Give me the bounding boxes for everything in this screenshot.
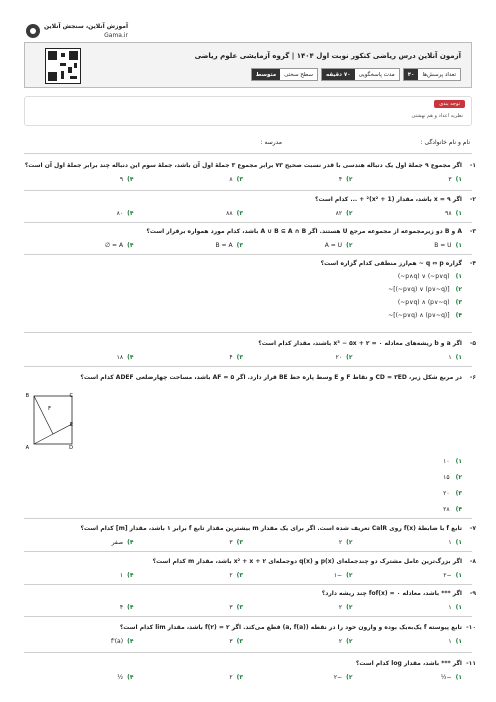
options-row (24, 638, 462, 645)
question-text: تابع پیوسته f یک‌به‌یک بوده و وارون خود را در نقطه (a, f(a)) قطع می‌کند. اگر f(۲) = ۲ باشد، مقدار lim کدام است؟ (119, 624, 462, 631)
question-count: ۴۰ (404, 69, 419, 80)
options-row (24, 674, 462, 681)
option-1[interactable]: ۱) −۲ (443, 572, 462, 579)
site-name: آموزش آنلاین، سنجش آنلاین (44, 23, 129, 30)
option-1[interactable]: ۱) ۹۸ (445, 210, 462, 217)
exam-info-box (24, 42, 472, 88)
student-info (24, 136, 472, 150)
question-number: ۱- (469, 162, 476, 169)
divider (24, 518, 472, 519)
question-number: ۳- (469, 228, 476, 235)
question-number: ۱۱- (466, 660, 476, 667)
gama-logo-icon (26, 24, 40, 38)
divider (24, 222, 472, 223)
question-text: اگر *** باشد، مقدار log کدام است؟ (355, 660, 462, 667)
site-header (26, 18, 128, 44)
option-4[interactable]: ۴) ½ (117, 674, 134, 681)
question-number: ۹- (469, 590, 476, 597)
school-label: مدرسه : (260, 139, 282, 146)
option-3[interactable]: ۳) (~p∨q) ∧ (p∨~q) (397, 299, 462, 306)
topic-label: توجه بندی (434, 100, 465, 108)
option-2[interactable]: ۲) −۱ (333, 572, 353, 579)
options-row (24, 176, 462, 183)
qr-code-icon (45, 48, 81, 84)
option-3[interactable]: ۳) ۲ (229, 674, 243, 681)
option-1[interactable]: ۱) −½ (440, 674, 462, 681)
question-count-chip (403, 68, 461, 81)
options-row (24, 604, 462, 611)
duration-chip (321, 68, 400, 81)
label-e: E (69, 422, 73, 428)
question-text: اگر x = ۹ باشد، مقدار (x² + 1)² + ... کدام است؟ (315, 196, 462, 203)
option-1[interactable]: ۱) ۱ (448, 604, 462, 611)
question-text: اگر بزرگ‌ترین عامل مشترک دو چندجمله‌ای p(x) و q(x) دوجمله‌ای x² + x + ۲ باشد، مقدار m کدام است؟ (152, 558, 462, 565)
label-c: C (69, 393, 73, 399)
option-3[interactable]: ۳) ۲ (229, 572, 243, 579)
exam-info-chips (251, 68, 461, 81)
option-2[interactable]: ۲) ۴ (338, 176, 353, 183)
option-1[interactable]: ۱) B = U (434, 242, 462, 249)
difficulty: متوسط (252, 69, 280, 80)
question-text: تابع f با ضابطهٔ f(x) روی CalR تعریف شده است. اگر برای یک مقدار m بیشترین مقدار تابع f برابر ۱ باشد، مقدار [m] کدام است؟ (80, 525, 462, 532)
option-4[interactable]: ۴) ۲۸ (443, 506, 462, 513)
option-2[interactable]: ۲) ۲۰ (335, 354, 353, 361)
question-text: اگر مجموع ۹ جملهٔ اول یک دنباله هندسی با قدر نسبت صحیح ۷۳ برابر مجموع ۳ جملهٔ اول آن باشد، جملهٔ سوم این دنباله چند برابر جملهٔ اول آن است؟ (24, 162, 462, 169)
option-1[interactable]: ۱) ۳ (448, 176, 462, 183)
option-2[interactable]: ۲) ۲ (338, 638, 353, 645)
option-1[interactable]: ۱) (~p∧q) ∨ (~p∨q) (397, 273, 462, 280)
label-b: B (25, 393, 29, 399)
option-3[interactable]: ۳) ۲۰ (443, 490, 462, 497)
divider (24, 652, 472, 653)
topic-text: نظریه اعداد و هم نهشتی (411, 113, 463, 119)
label-f: F (48, 406, 51, 412)
option-3[interactable]: ۳) ۸۸ (226, 210, 243, 217)
option-2[interactable]: ۲) −۲ (333, 674, 353, 681)
option-3[interactable]: ۳) ۳ (229, 638, 243, 645)
option-1[interactable]: ۱) ۱ (448, 539, 462, 546)
option-2[interactable]: ۲) A = U (324, 242, 353, 249)
options-row (24, 572, 462, 579)
question-text: گزاره q ⇔ p ~ هم‌ارز منطقی کدام گزاره است؟ (320, 260, 462, 267)
question-text: اگر *** باشد، معادله fof(x) = ۰ چند ریشه دارد؟ (321, 590, 462, 597)
question-number: ۸- (469, 558, 476, 565)
option-3[interactable]: ۳) ۳ (229, 604, 243, 611)
label-d: D (69, 445, 73, 451)
divider (24, 153, 472, 154)
exam-title: آزمون آنلاین درس ریاضی کنکور نوبت اول ۱۴۰۴ | گروه آزمایشی علوم ریاضی (194, 52, 461, 60)
divider (24, 616, 472, 617)
option-4[interactable]: ۴) A = ∅ (104, 242, 134, 249)
question-number: ۱۰- (466, 624, 476, 631)
duration-label: مدت پاسخگویی (358, 71, 395, 78)
difficulty-label: سطح سختی (284, 71, 313, 78)
topic-box (24, 96, 472, 126)
option-2[interactable]: ۲) ~[(~p∨q) ∨ (p∨~q)] (388, 286, 462, 293)
question-number: ۵- (469, 340, 476, 347)
option-2[interactable]: ۲) ۱۵ (443, 474, 462, 481)
divider (24, 332, 472, 333)
option-4[interactable]: ۴) ۴ (119, 604, 134, 611)
option-4[interactable]: ۴) صفر (111, 539, 134, 546)
options-row (24, 354, 462, 361)
option-3[interactable]: ۳) ۳ (229, 539, 243, 546)
option-2[interactable]: ۲) ۲ (338, 604, 353, 611)
question-number: ۶- (469, 374, 476, 381)
question-text: اگر a و b ریشه‌های معادله x³ − ۵x + ۲ = ۰ باشند، مقدار کدام است؟ (258, 340, 462, 347)
divider (24, 584, 472, 585)
difficulty-chip (251, 68, 318, 81)
options-row (24, 242, 462, 249)
option-1[interactable]: ۱) ۱ (448, 638, 462, 645)
question-text: در مربع شکل زیر، CD = ۳ED و نقاط F و E وسط پاره خط BE قرار دارد. اگر AF = ۵ باشد، مساحت چهارضلعی ADEF کدام است؟ (80, 374, 462, 381)
divider (24, 190, 472, 191)
option-3[interactable]: ۳) B = A (215, 242, 243, 249)
question-count-label: تعداد پرسش‌ها (422, 71, 456, 78)
site-url: Gama.ir (104, 32, 129, 39)
square-figure (25, 390, 78, 451)
option-1[interactable]: ۱) ۱ (448, 354, 462, 361)
student-name-label: نام و نام خانوادگی : (420, 139, 470, 146)
option-4[interactable]: ۴) ۱۸ (116, 354, 134, 361)
option-2[interactable]: ۲) ۸۲ (335, 210, 353, 217)
divider (24, 254, 472, 255)
option-1[interactable]: ۱) ۱۰ (443, 458, 462, 465)
option-4[interactable]: ۴) ۱ (119, 572, 134, 579)
duration: ۷۰ دقیقه (322, 69, 355, 80)
question-number: ۲- (469, 196, 476, 203)
option-4[interactable]: ۴) f'(a) (110, 638, 134, 645)
options-row (24, 210, 462, 217)
option-3[interactable]: ۳) ۸ (229, 176, 243, 183)
question-text: A و B دو زیرمجموعه از مجموعه مرجع U هستند. اگر A ∪ B ⊆ A ∩ B باشد، کدام مورد همواره برقرار است؟ (146, 228, 462, 235)
option-2[interactable]: ۲) ۲ (338, 539, 353, 546)
option-4[interactable]: ۴) ۸۰ (116, 210, 134, 217)
option-3[interactable]: ۳) ۴ (229, 354, 243, 361)
label-a: A (25, 445, 29, 451)
divider (24, 366, 472, 367)
question-number: ۴- (469, 260, 476, 267)
question-number: ۷- (469, 525, 476, 532)
option-4[interactable]: ۴) ~[(~p∨q) ∧ (p∨~q)] (388, 312, 462, 319)
options-row (24, 539, 462, 546)
option-4[interactable]: ۴) ۹ (119, 176, 134, 183)
divider (24, 551, 472, 552)
